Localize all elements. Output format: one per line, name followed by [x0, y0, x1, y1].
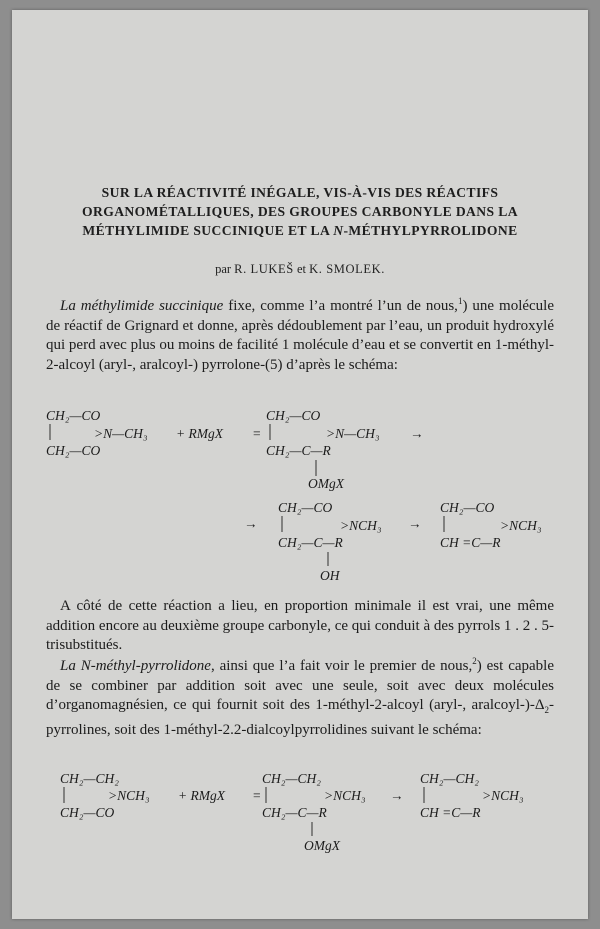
svg-text:CH =C—R: CH =C—R — [440, 535, 501, 550]
svg-text:CH₂—CH₂: CH₂—CH₂ — [420, 771, 479, 786]
svg-text:=: = — [253, 426, 261, 441]
title-line-2: ORGANOMÉTALLIQUES, DES GROUPES CARBONYLE DANS LA — [82, 204, 518, 219]
svg-text:>NCH₃: >NCH₃ — [482, 788, 524, 803]
svg-text:CH₂—CO: CH₂—CO — [46, 443, 101, 458]
footnote-ref-2: 2 — [472, 656, 477, 666]
footnote-ref-1: 1 — [457, 296, 463, 306]
svg-text:>NCH₃: >NCH₃ — [108, 788, 150, 803]
svg-text:→: → — [390, 788, 404, 803]
scheme2 — [60, 771, 524, 853]
svg-text:CH₂—C—R: CH₂—C—R — [262, 805, 327, 820]
svg-text:CH₂—CH₂: CH₂—CH₂ — [60, 771, 119, 786]
svg-text:CH₂—CO: CH₂—CO — [440, 500, 495, 515]
scheme1-row1 — [46, 408, 424, 491]
author-lukes: R. LUKEŠ — [234, 262, 294, 276]
svg-text:→: → — [410, 426, 424, 441]
svg-text:CH₂—CO: CH₂—CO — [46, 408, 101, 423]
svg-text:OH: OH — [320, 568, 340, 583]
svg-text:→: → — [408, 516, 422, 531]
svg-text:CH₂—CO: CH₂—CO — [60, 805, 115, 820]
svg-text:CH₂—CO: CH₂—CO — [266, 408, 321, 423]
svg-text:CH =C—R: CH =C—R — [420, 805, 481, 820]
title-line-3: MÉTHYLIMIDE SUCCINIQUE ET LA N-MÉTHYLPYRROLIDONE — [82, 223, 518, 238]
svg-text:OMgX: OMgX — [304, 838, 340, 853]
para3-italic: La N-méthyl-pyrrolidone — [60, 658, 211, 674]
svg-text:>NCH₃: >NCH₃ — [324, 788, 366, 803]
svg-text:+ RMgX: + RMgX — [176, 426, 223, 441]
svg-text:CH₂—CO: CH₂—CO — [278, 500, 333, 515]
svg-text:>N—CH₃: >N—CH₃ — [94, 426, 148, 441]
svg-text:>NCH₃: >NCH₃ — [340, 518, 382, 533]
title-line-1: SUR LA RÉACTIVITÉ INÉGALE, VIS-À-VIS DES RÉACTIFS — [101, 185, 499, 200]
svg-text:CH₂—C—R: CH₂—C—R — [278, 535, 343, 550]
author-byline: par R. LUKEŠ et K. SMOLEK. — [215, 262, 385, 276]
svg-text:CH₂—CH₂: CH₂—CH₂ — [262, 771, 321, 786]
para1-italic: La méthylimide succinique — [60, 298, 224, 314]
svg-text:>N—CH₃: >N—CH₃ — [326, 426, 380, 441]
paragraph-2: A côté de cette réaction a lieu, en proportion minimale il est vrai, une même addition encore au deuxième groupe carbonyle, ce qui conduit à des pyrrols 1 . 2 . 5-trisubstitués. — [46, 598, 554, 654]
svg-text:CH₂—C—R: CH₂—C—R — [266, 443, 331, 458]
svg-text:=: = — [253, 788, 261, 803]
svg-text:OMgX: OMgX — [308, 476, 344, 491]
svg-text:→: → — [244, 516, 258, 531]
scheme1-row2 — [244, 500, 542, 583]
svg-text:>NCH₃: >NCH₃ — [500, 518, 542, 533]
svg-text:+ RMgX: + RMgX — [178, 788, 225, 803]
author-smolek: K. SMOLEK. — [309, 262, 385, 276]
paragraph-1: La méthylimide succinique fixe, comme l’a montré l’un de nous,$^1$) une molécule de réactif de Grignard et donne, après dédoublement par l’eau, un produit hydroxylé qui perd avec plus ou moins de facilité 1 molécule d’eau et se convertit en 1-méthyl-2-alcoyl (aryl-, aralcoyl-) pyrrolone-(5) d’après le schéma: — [46, 296, 554, 373]
paragraph-3: La N-méthyl-pyrrolidone, ainsi que l’a fait voir le premier de nous,$^2$) est capable de se combiner par addition soit avec une seule, soit avec deux molécules d’organomagnésien, ce qui fournit soit des 1-méthyl-2-alcoyl (aryl-, aralcoyl-)$-\Delta_2$-pyrrolines, soit des 1-méthyl-2.2-dialcoylpyrrolidines suivant le schéma: — [46, 656, 554, 738]
